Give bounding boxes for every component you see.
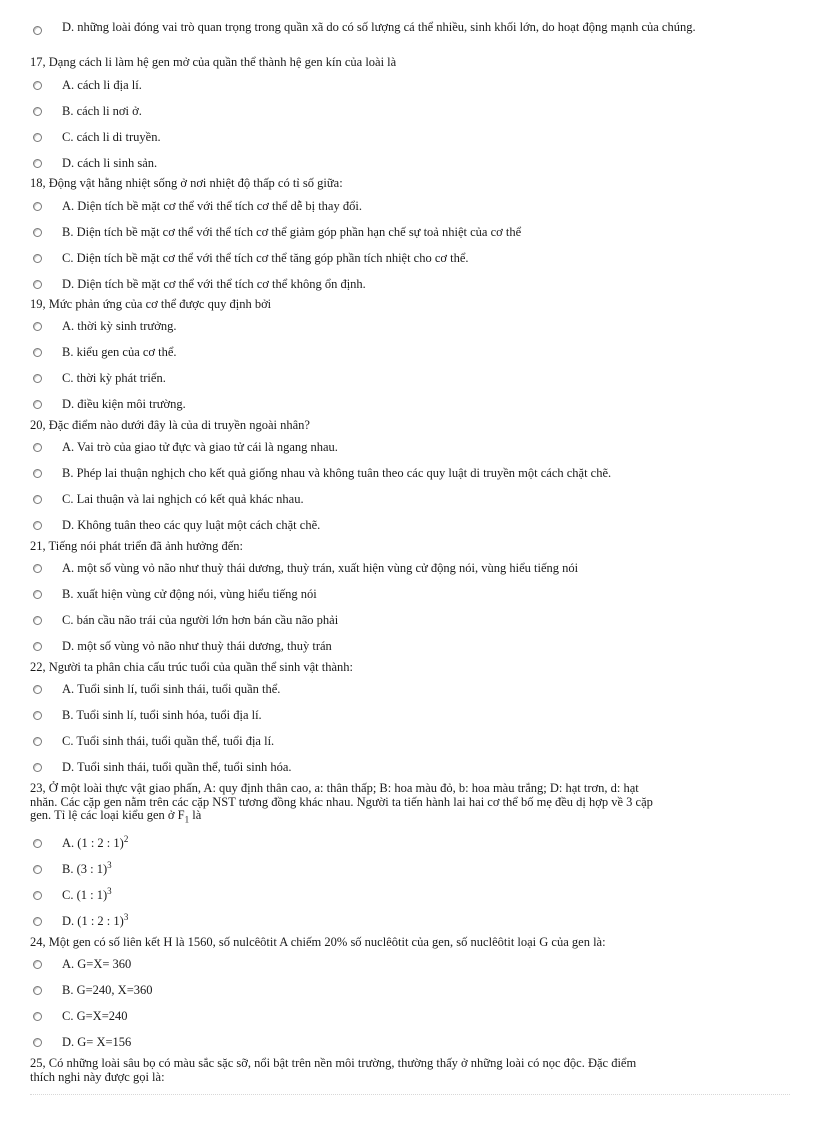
option-label: A. thời kỳ sinh trưởng.: [62, 319, 177, 333]
radio-button[interactable]: [33, 865, 42, 874]
answer-option[interactable]: [33, 370, 166, 386]
option-label: A. G=X= 360: [62, 957, 132, 971]
radio-button[interactable]: [33, 469, 42, 478]
question-text: 21, Tiếng nói phát triển đã ảnh hưởng đến:: [30, 539, 244, 553]
answer-option[interactable]: [33, 250, 469, 266]
question-text: 19, Mức phản ứng của cơ thể được quy định bởi: [30, 297, 272, 311]
radio-button[interactable]: [33, 616, 42, 625]
radio-button[interactable]: [33, 737, 42, 746]
option-label: B. Phép lai thuận nghịch cho kết quả giống nhau và không tuân theo các quy luật di truyền một cách chặt chẽ.: [62, 466, 612, 480]
radio-button[interactable]: [33, 228, 42, 237]
answer-option[interactable]: [33, 198, 362, 214]
answer-option[interactable]: [33, 956, 132, 972]
answer-option[interactable]: [33, 129, 161, 145]
option-label: D. Không tuân theo các quy luật một cách chặt chẽ.: [62, 518, 321, 532]
option-label: B. Tuổi sinh lí, tuổi sinh hóa, tuổi địa lí.: [62, 708, 262, 722]
answer-option[interactable]: [33, 103, 142, 119]
radio-button[interactable]: [33, 280, 42, 289]
radio-button[interactable]: [33, 443, 42, 452]
answer-option[interactable]: [33, 22, 42, 38]
option-label: D. (1 : 2 : 1)$^3$: [62, 911, 129, 928]
radio-button[interactable]: [33, 891, 42, 900]
question-text: 17, Dạng cách li làm hệ gen mở của quần thể thành hệ gen kín của loài là: [30, 55, 397, 69]
page-divider: [30, 1094, 790, 1095]
option-label: A. Diện tích bề mặt cơ thể với thể tích cơ thể dễ bị thay đổi.: [62, 199, 362, 213]
option-label: C. Lai thuận và lai nghịch có kết quả khác nhau.: [62, 492, 304, 506]
option-label: A. Tuổi sinh lí, tuổi sinh thái, tuổi quần thể.: [62, 682, 281, 696]
option-label: B. cách li nơi ở.: [62, 104, 142, 118]
radio-button[interactable]: [33, 495, 42, 504]
question-line: 23, Ở một loài thực vật giao phấn, A: quy định thân cao, a: thân thấp; B: hoa màu đỏ, b: hoa màu trắng; D: hạt trơn, d: hạt: [30, 781, 639, 795]
radio-button[interactable]: [33, 374, 42, 383]
question-text: 20, Đặc điểm nào dưới đây là của di truyền ngoài nhân?: [30, 418, 310, 432]
question-text: 18, Động vật hằng nhiệt sống ở nơi nhiệt độ thấp có tỉ số giữa:: [30, 176, 343, 190]
answer-option[interactable]: [33, 77, 142, 93]
radio-button[interactable]: [33, 711, 42, 720]
option-label: B. (3 : 1)$^3$: [62, 859, 112, 876]
option-label: B. G=240, X=360: [62, 983, 153, 997]
option-label: A. Vai trò của giao tử đực và giao tử cái là ngang nhau.: [62, 440, 338, 454]
option-label: A. (1 : 2 : 1)$^2$: [62, 833, 129, 850]
option-label: B. Diện tích bề mặt cơ thể với thể tích cơ thể giảm góp phần hạn chế sự toả nhiệt của cơ thể: [62, 225, 522, 239]
radio-button[interactable]: [33, 917, 42, 926]
radio-button[interactable]: [33, 26, 42, 35]
question-text: [30, 782, 790, 827]
radio-button[interactable]: [33, 322, 42, 331]
radio-button[interactable]: [33, 133, 42, 142]
answer-option[interactable]: [33, 318, 177, 334]
answer-option[interactable]: [33, 759, 292, 775]
option-label: C. Diện tích bề mặt cơ thể với thể tích cơ thể tăng góp phần tích nhiệt cho cơ thể.: [62, 251, 469, 265]
answer-option[interactable]: [33, 681, 281, 697]
answer-option[interactable]: [33, 517, 321, 533]
answer-option[interactable]: [33, 911, 129, 929]
radio-button[interactable]: [33, 986, 42, 995]
option-label: A. cách li địa lí.: [62, 78, 142, 92]
question-line: 25, Có những loài sâu bọ có màu sắc sặc sỡ, nổi bật trên nền môi trường, thường thấy ở những loài có nọc độc. Đặc điểm: [30, 1056, 637, 1070]
answer-option[interactable]: [33, 885, 112, 903]
option-label: C. Tuổi sinh thái, tuổi quần thể, tuổi địa lí.: [62, 734, 275, 748]
answer-option[interactable]: [33, 396, 186, 412]
option-label: C. (1 : 1)$^3$: [62, 885, 112, 902]
answer-option[interactable]: [33, 465, 612, 481]
radio-button[interactable]: [33, 159, 42, 168]
option-label: C. thời kỳ phát triển.: [62, 371, 166, 385]
option-label: D. một số vùng vỏ não như thuỳ thái dương, thuỳ trán: [62, 639, 332, 653]
option-label: D. Tuổi sinh thái, tuổi quần thể, tuổi sinh hóa.: [62, 760, 292, 774]
option-label: D. cách li sinh sản.: [62, 156, 158, 170]
question-line: thích nghi này được gọi là:: [30, 1069, 165, 1084]
radio-button[interactable]: [33, 254, 42, 263]
answer-option[interactable]: [33, 439, 338, 455]
answer-option[interactable]: [33, 344, 177, 360]
question-text: [30, 1057, 790, 1084]
option-label: D. điều kiện môi trường.: [62, 397, 186, 411]
radio-button[interactable]: [33, 960, 42, 969]
option-label: C. G=X=240: [62, 1009, 128, 1023]
answer-option[interactable]: [33, 1008, 128, 1024]
radio-button[interactable]: [33, 1038, 42, 1047]
radio-button[interactable]: [33, 763, 42, 772]
radio-button[interactable]: [33, 685, 42, 694]
answer-option[interactable]: [33, 276, 366, 292]
option-label: C. cách li di truyền.: [62, 130, 161, 144]
radio-button[interactable]: [33, 521, 42, 530]
option-label: B. xuất hiện vùng cử động nói, vùng hiểu tiếng nói: [62, 587, 317, 601]
question-text: 24, Một gen có số liên kết H là 1560, số nulcêôtit A chiếm 20% số nuclêôtit của gen, số nuclêôtit loại G của gen là:: [30, 935, 606, 949]
answer-option[interactable]: [33, 1034, 132, 1050]
answer-option[interactable]: [33, 638, 332, 654]
radio-button[interactable]: [33, 642, 42, 651]
radio-button[interactable]: [33, 348, 42, 357]
answer-option[interactable]: [33, 560, 579, 576]
option-label: D. Diện tích bề mặt cơ thể với thể tích cơ thể không ổn định.: [62, 277, 366, 291]
answer-option[interactable]: [33, 833, 129, 851]
answer-option[interactable]: [33, 155, 158, 171]
question-text: 22, Người ta phân chia cấu trúc tuổi của quần thể sinh vật thành:: [30, 660, 354, 674]
answer-option[interactable]: [33, 224, 522, 240]
radio-button[interactable]: [33, 81, 42, 90]
answer-option[interactable]: [33, 612, 339, 628]
answer-option[interactable]: [33, 586, 317, 602]
radio-button[interactable]: [33, 107, 42, 116]
option-label: D. những loài đóng vai trò quan trọng trong quần xã do có số lượng cá thể nhiều, sinh khối lớn, do hoạt động mạnh của chúng.: [62, 20, 696, 34]
answer-option[interactable]: [33, 733, 275, 749]
radio-button[interactable]: [33, 590, 42, 599]
option-label: C. bán cầu não trái của người lớn hơn bán cầu não phải: [62, 613, 339, 627]
radio-button[interactable]: [33, 839, 42, 848]
answer-option[interactable]: [33, 491, 304, 507]
answer-option[interactable]: [33, 707, 262, 723]
question-line: nhăn. Các cặp gen nằm trên các cặp NST tương đồng khác nhau. Người ta tiến hành lai hai cơ thể bố mẹ đều dị hợp về 3 cặp: [30, 794, 653, 809]
answer-option[interactable]: [33, 982, 153, 998]
radio-button[interactable]: [33, 564, 42, 573]
radio-button[interactable]: [33, 1012, 42, 1021]
question-line: gen. Tỉ lệ các loại kiểu gen ở $F_1$ là: [30, 808, 202, 825]
radio-button[interactable]: [33, 202, 42, 211]
option-label: D. G= X=156: [62, 1035, 132, 1049]
answer-option[interactable]: [33, 859, 112, 877]
radio-button[interactable]: [33, 400, 42, 409]
option-label: A. một số vùng vỏ não như thuỳ thái dương, thuỳ trán, xuất hiện vùng cử động nói, vùng hiểu tiếng nói: [62, 561, 579, 575]
option-label: B. kiểu gen của cơ thể.: [62, 345, 177, 359]
